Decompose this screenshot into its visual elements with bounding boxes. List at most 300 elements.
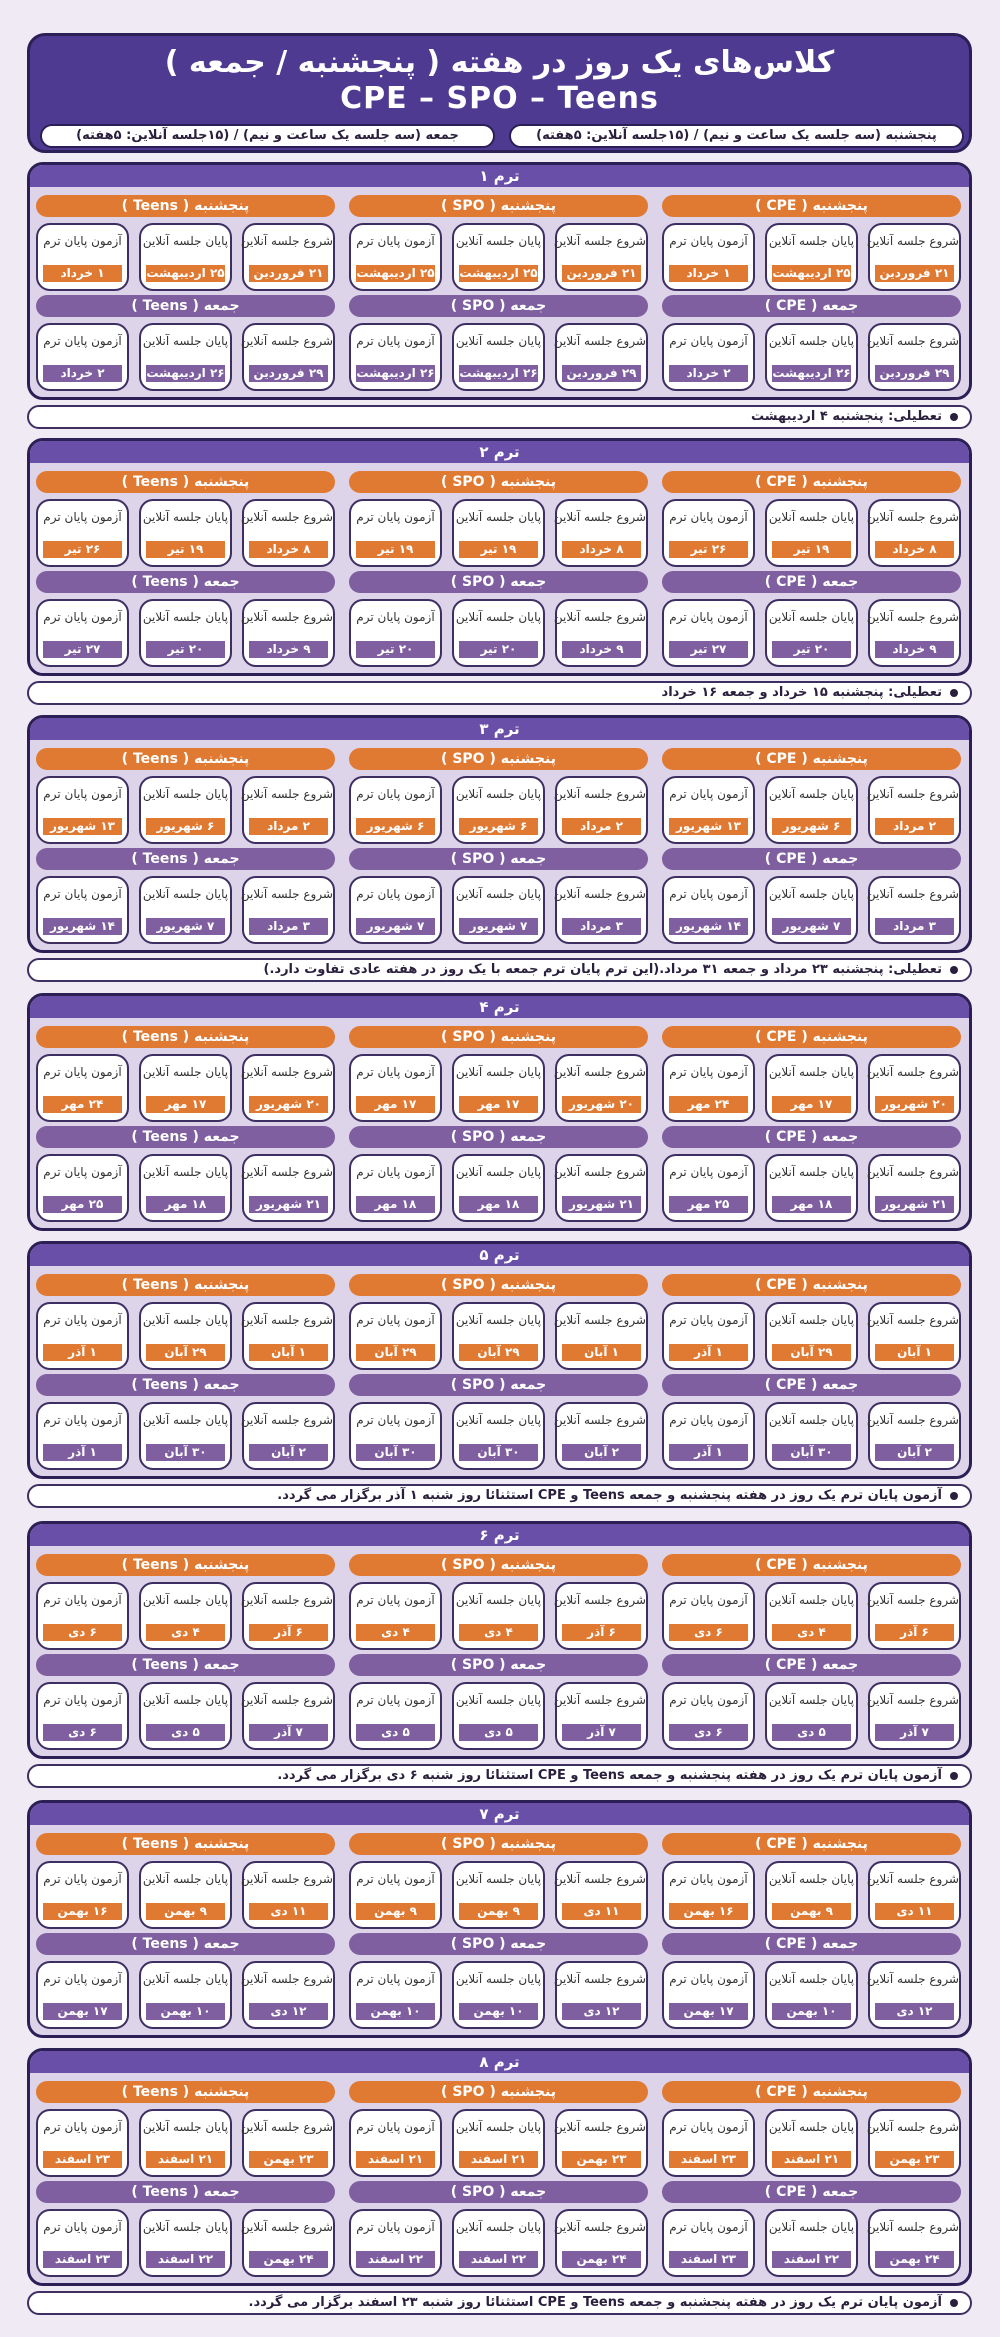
exam-date-card xyxy=(349,499,442,567)
card-label: پایان جلسه آنلاین xyxy=(455,2220,542,2234)
card-date: ۲۵ مهر xyxy=(669,1196,748,1213)
card-date: ۶ دی xyxy=(669,1624,748,1641)
exam-date-card xyxy=(36,1054,129,1122)
friday-cpe-group xyxy=(662,1654,961,1752)
friday-row xyxy=(38,1933,961,2031)
card-label: شروع جلسه آنلاین xyxy=(240,234,333,248)
card-date: ۶ شهریور xyxy=(459,818,538,835)
start-date-card xyxy=(242,776,335,844)
course-label: جمعه ( CPE ) xyxy=(662,295,961,317)
card-date: ۱۶ بهمن xyxy=(669,1903,748,1920)
card-date: ۱۹ تیر xyxy=(146,541,225,558)
course-label: جمعه ( SPO ) xyxy=(349,1933,648,1955)
friday-info-pill: جمعه (سه جلسه یک ساعت و نیم) / (۱۵جلسه آنلاین: ۵هفته) xyxy=(40,124,495,148)
course-label: پنجشنبه ( SPO ) xyxy=(349,2081,648,2103)
card-label: شروع جلسه آنلاین xyxy=(866,1165,959,1179)
card-label: پایان جلسه آنلاین xyxy=(768,234,855,248)
card-date: ۳ مرداد xyxy=(249,918,328,935)
card-label: پایان جلسه آنلاین xyxy=(768,787,855,801)
end-date-card xyxy=(139,499,232,567)
card-date: ۲۰ تیر xyxy=(772,641,851,658)
start-date-card xyxy=(868,1054,961,1122)
card-label: آزمون پایان ترم xyxy=(43,1693,122,1707)
thursday-cpe-group xyxy=(662,1833,961,1931)
exam-date-card xyxy=(662,323,755,391)
thursday-spo-group xyxy=(349,195,648,293)
card-label: پایان جلسه آنلاین xyxy=(142,1165,229,1179)
card-label: پایان جلسه آنلاین xyxy=(768,2220,855,2234)
card-date: ۲۰ تیر xyxy=(356,641,435,658)
course-label: جمعه ( SPO ) xyxy=(349,1126,648,1148)
friday-row xyxy=(38,1126,961,1224)
friday-teens-group xyxy=(36,571,335,669)
card-date: ۹ بهمن xyxy=(356,1903,435,1920)
card-date: ۲۰ شهریور xyxy=(249,1096,328,1113)
card-label: آزمون پایان ترم xyxy=(356,2120,435,2134)
thursday-row xyxy=(38,1026,961,1124)
card-date: ۲۱ شهریور xyxy=(562,1196,641,1213)
card-label: آزمون پایان ترم xyxy=(356,1413,435,1427)
card-date: ۱۹ تیر xyxy=(459,541,538,558)
thursday-teens-group xyxy=(36,471,335,569)
card-label: شروع جلسه آنلاین xyxy=(240,887,333,901)
card-date: ۳ مرداد xyxy=(875,918,954,935)
card-date: ۲۴ بهمن xyxy=(875,2251,954,2268)
course-label: پنجشنبه ( Teens ) xyxy=(36,1833,335,1855)
card-date: ۷ آذر xyxy=(562,1724,641,1741)
card-label: شروع جلسه آنلاین xyxy=(866,1593,959,1607)
start-date-card xyxy=(242,2109,335,2177)
end-date-card xyxy=(452,323,545,391)
card-date: ۶ آذر xyxy=(875,1624,954,1641)
card-date: ۲۱ اسفند xyxy=(146,2151,225,2168)
end-date-card xyxy=(765,876,858,944)
end-date-card xyxy=(452,2109,545,2177)
end-date-card xyxy=(139,323,232,391)
end-date-card xyxy=(765,223,858,291)
start-date-card xyxy=(555,1154,648,1222)
start-date-card xyxy=(242,1861,335,1929)
friday-row xyxy=(38,571,961,669)
card-date: ۱ آبان xyxy=(875,1344,954,1361)
card-date: ۲ آبان xyxy=(875,1444,954,1461)
card-date: ۷ شهریور xyxy=(146,918,225,935)
card-date: ۲۶ اردیبهشت xyxy=(146,366,225,380)
card-label: شروع جلسه آنلاین xyxy=(240,1065,333,1079)
note-text: آزمون پایان ترم یک روز در هفته پنجشنبه و جمعه Teens و CPE استثنائا روز شنبه ۲۳ اسفند برگزار می گردد. xyxy=(248,2295,942,2310)
start-date-card xyxy=(868,1861,961,1929)
card-date: ۲۷ تیر xyxy=(669,641,748,658)
friday-spo-group xyxy=(349,2181,648,2279)
card-label: شروع جلسه آنلاین xyxy=(553,1313,646,1327)
card-date: ۱۰ بهمن xyxy=(356,2003,435,2020)
end-date-card xyxy=(452,1402,545,1470)
card-label: پایان جلسه آنلاین xyxy=(142,1313,229,1327)
exam-date-card xyxy=(36,1582,129,1650)
course-label: جمعه ( SPO ) xyxy=(349,2181,648,2203)
end-date-card xyxy=(765,499,858,567)
exam-date-card xyxy=(36,1861,129,1929)
friday-row xyxy=(38,295,961,393)
end-date-card xyxy=(765,323,858,391)
thursday-teens-group xyxy=(36,2081,335,2179)
exam-date-card xyxy=(662,599,755,667)
end-date-card xyxy=(452,876,545,944)
card-date: ۱ آذر xyxy=(669,1444,748,1461)
thursday-cpe-group xyxy=(662,195,961,293)
start-date-card xyxy=(555,1682,648,1750)
end-date-card xyxy=(139,776,232,844)
term-title: ترم ۴ xyxy=(30,996,969,1018)
end-date-card xyxy=(139,1154,232,1222)
card-date: ۷ شهریور xyxy=(459,918,538,935)
card-label: شروع جلسه آنلاین xyxy=(553,1065,646,1079)
end-date-card xyxy=(452,499,545,567)
card-date: ۹ خرداد xyxy=(875,641,954,658)
card-label: شروع جلسه آنلاین xyxy=(866,887,959,901)
card-label: پایان جلسه آنلاین xyxy=(768,1413,855,1427)
card-label: پایان جلسه آنلاین xyxy=(455,1413,542,1427)
card-label: شروع جلسه آنلاین xyxy=(553,2120,646,2134)
thursday-spo-group xyxy=(349,2081,648,2179)
card-date: ۲۵ مهر xyxy=(43,1196,122,1213)
start-date-card xyxy=(555,599,648,667)
card-label: شروع جلسه آنلاین xyxy=(866,334,959,348)
card-label: پایان جلسه آنلاین xyxy=(768,2120,855,2134)
card-label: پایان جلسه آنلاین xyxy=(142,787,229,801)
card-date: ۳ مرداد xyxy=(562,918,641,935)
start-date-card xyxy=(242,499,335,567)
thursday-teens-group xyxy=(36,195,335,293)
card-label: پایان جلسه آنلاین xyxy=(455,787,542,801)
card-date: ۲۱ اسفند xyxy=(459,2151,538,2168)
card-date: ۶ شهریور xyxy=(772,818,851,835)
exam-date-card xyxy=(36,1682,129,1750)
course-label: جمعه ( Teens ) xyxy=(36,848,335,870)
start-date-card xyxy=(868,1682,961,1750)
exam-date-card xyxy=(349,1682,442,1750)
start-date-card xyxy=(868,1154,961,1222)
card-date: ۱۷ مهر xyxy=(356,1096,435,1113)
card-label: آزمون پایان ترم xyxy=(43,887,122,901)
exam-date-card xyxy=(36,599,129,667)
card-date: ۷ شهریور xyxy=(356,918,435,935)
page-subtitle: CPE – SPO – Teens xyxy=(340,81,659,116)
friday-teens-group xyxy=(36,1126,335,1224)
friday-spo-group xyxy=(349,1374,648,1472)
card-date: ۲۹ آبان xyxy=(356,1344,435,1361)
exam-date-card xyxy=(349,876,442,944)
card-date: ۵ دی xyxy=(146,1724,225,1741)
exam-date-card xyxy=(349,323,442,391)
friday-teens-group xyxy=(36,1374,335,1472)
start-date-card xyxy=(555,1961,648,2029)
card-label: پایان جلسه آنلاین xyxy=(142,1593,229,1607)
card-label: شروع جلسه آنلاین xyxy=(866,2220,959,2234)
course-label: پنجشنبه ( CPE ) xyxy=(662,471,961,493)
card-date: ۲۹ فروردین xyxy=(249,365,328,382)
end-date-card xyxy=(139,1582,232,1650)
start-date-card xyxy=(242,876,335,944)
card-label: آزمون پایان ترم xyxy=(669,1693,748,1707)
card-label: پایان جلسه آنلاین xyxy=(142,1413,229,1427)
card-label: آزمون پایان ترم xyxy=(43,2120,122,2134)
card-label: شروع جلسه آنلاین xyxy=(553,510,646,524)
card-date: ۴ دی xyxy=(356,1624,435,1641)
card-date: ۱۷ مهر xyxy=(459,1096,538,1113)
start-date-card xyxy=(555,1054,648,1122)
course-label: پنجشنبه ( Teens ) xyxy=(36,195,335,217)
card-date: ۲۵ اردیبهشت xyxy=(356,266,435,280)
exam-date-card xyxy=(662,2109,755,2177)
end-date-card xyxy=(139,1961,232,2029)
thursday-spo-group xyxy=(349,1274,648,1372)
end-date-card xyxy=(139,599,232,667)
course-label: پنجشنبه ( SPO ) xyxy=(349,1554,648,1576)
card-date: ۲۰ شهریور xyxy=(562,1096,641,1113)
start-date-card xyxy=(555,499,648,567)
card-date: ۷ شهریور xyxy=(772,918,851,935)
card-date: ۹ بهمن xyxy=(459,1903,538,1920)
thursday-row xyxy=(38,471,961,569)
card-label: شروع جلسه آنلاین xyxy=(240,610,333,624)
card-label: پایان جلسه آنلاین xyxy=(142,334,229,348)
friday-cpe-group xyxy=(662,848,961,946)
exam-date-card xyxy=(36,776,129,844)
exam-date-card xyxy=(36,223,129,291)
start-date-card xyxy=(868,776,961,844)
card-date: ۲۹ آبان xyxy=(146,1344,225,1361)
course-label: جمعه ( Teens ) xyxy=(36,2181,335,2203)
card-date: ۱ خرداد xyxy=(669,265,748,282)
card-label: شروع جلسه آنلاین xyxy=(866,1972,959,1986)
card-label: آزمون پایان ترم xyxy=(669,510,748,524)
thursday-cpe-group xyxy=(662,748,961,846)
card-label: شروع جلسه آنلاین xyxy=(240,787,333,801)
card-date: ۲۲ اسفند xyxy=(459,2251,538,2268)
friday-teens-group xyxy=(36,848,335,946)
start-date-card xyxy=(242,223,335,291)
card-label: آزمون پایان ترم xyxy=(669,1872,748,1886)
card-date: ۲۳ بهمن xyxy=(249,2151,328,2168)
card-label: پایان جلسه آنلاین xyxy=(142,887,229,901)
card-label: پایان جلسه آنلاین xyxy=(768,1313,855,1327)
card-label: پایان جلسه آنلاین xyxy=(768,1693,855,1707)
term-section xyxy=(27,715,972,953)
end-date-card xyxy=(139,2209,232,2277)
course-label: پنجشنبه ( CPE ) xyxy=(662,1026,961,1048)
thursday-spo-group xyxy=(349,1026,648,1124)
card-label: شروع جلسه آنلاین xyxy=(553,1413,646,1427)
card-date: ۱۰ بهمن xyxy=(146,2003,225,2020)
card-date: ۲۵ اردیبهشت xyxy=(459,266,538,280)
card-label: پایان جلسه آنلاین xyxy=(455,610,542,624)
card-date: ۳۰ آبان xyxy=(772,1444,851,1461)
term-section xyxy=(27,438,972,676)
card-date: ۲۲ اسفند xyxy=(356,2251,435,2268)
exam-date-card xyxy=(349,1961,442,2029)
card-date: ۲۰ تیر xyxy=(459,641,538,658)
start-date-card xyxy=(242,323,335,391)
card-label: آزمون پایان ترم xyxy=(43,334,122,348)
bullet-icon xyxy=(950,413,958,421)
card-date: ۳۰ آبان xyxy=(356,1444,435,1461)
start-date-card xyxy=(868,2209,961,2277)
card-label: آزمون پایان ترم xyxy=(356,1693,435,1707)
card-date: ۷ آذر xyxy=(875,1724,954,1741)
card-date: ۸ خرداد xyxy=(562,541,641,558)
card-date: ۶ دی xyxy=(43,1624,122,1641)
card-label: پایان جلسه آنلاین xyxy=(455,1872,542,1886)
card-label: پایان جلسه آنلاین xyxy=(142,1065,229,1079)
thursday-teens-group xyxy=(36,1554,335,1652)
card-date: ۶ دی xyxy=(43,1724,122,1741)
card-label: آزمون پایان ترم xyxy=(669,787,748,801)
start-date-card xyxy=(242,1054,335,1122)
card-label: شروع جلسه آنلاین xyxy=(553,1693,646,1707)
term-title: ترم ۳ xyxy=(30,718,969,740)
card-date: ۱۸ مهر xyxy=(459,1196,538,1213)
end-date-card xyxy=(765,1861,858,1929)
card-label: شروع جلسه آنلاین xyxy=(553,2220,646,2234)
start-date-card xyxy=(868,499,961,567)
end-date-card xyxy=(139,876,232,944)
exam-date-card xyxy=(349,1861,442,1929)
card-label: آزمون پایان ترم xyxy=(43,787,122,801)
card-label: شروع جلسه آنلاین xyxy=(866,1872,959,1886)
thursday-teens-group xyxy=(36,748,335,846)
card-label: آزمون پایان ترم xyxy=(356,1972,435,1986)
term-section xyxy=(27,1241,972,1479)
card-label: آزمون پایان ترم xyxy=(356,2220,435,2234)
card-label: شروع جلسه آنلاین xyxy=(240,2220,333,2234)
card-label: پایان جلسه آنلاین xyxy=(142,234,229,248)
card-date: ۱۷ بهمن xyxy=(669,2003,748,2020)
note-text: تعطیلی: پنجشنبه ۴ اردیبهشت xyxy=(750,409,942,424)
start-date-card xyxy=(242,1582,335,1650)
end-date-card xyxy=(139,223,232,291)
card-date: ۲۹ فروردین xyxy=(562,365,641,382)
card-label: آزمون پایان ترم xyxy=(669,1165,748,1179)
card-date: ۲۶ اردیبهشت xyxy=(459,366,538,380)
card-label: شروع جلسه آنلاین xyxy=(240,1593,333,1607)
end-date-card xyxy=(765,1154,858,1222)
card-label: پایان جلسه آنلاین xyxy=(455,1693,542,1707)
card-label: شروع جلسه آنلاین xyxy=(240,1972,333,1986)
course-label: جمعه ( SPO ) xyxy=(349,295,648,317)
start-date-card xyxy=(555,2109,648,2177)
course-label: پنجشنبه ( Teens ) xyxy=(36,1554,335,1576)
card-date: ۲۱ اسفند xyxy=(356,2151,435,2168)
card-date: ۱۷ مهر xyxy=(772,1096,851,1113)
term-section xyxy=(27,162,972,400)
card-label: شروع جلسه آنلاین xyxy=(866,787,959,801)
start-date-card xyxy=(555,223,648,291)
card-label: پایان جلسه آنلاین xyxy=(768,610,855,624)
term-title: ترم ۸ xyxy=(30,2051,969,2073)
card-label: شروع جلسه آنلاین xyxy=(553,1165,646,1179)
card-date: ۲۰ شهریور xyxy=(875,1096,954,1113)
exam-date-card xyxy=(662,1861,755,1929)
card-label: آزمون پایان ترم xyxy=(43,1872,122,1886)
course-label: جمعه ( CPE ) xyxy=(662,1933,961,1955)
card-label: پایان جلسه آنلاین xyxy=(768,1065,855,1079)
card-date: ۵ دی xyxy=(459,1724,538,1741)
end-date-card xyxy=(765,1582,858,1650)
term-title: ترم ۶ xyxy=(30,1524,969,1546)
card-label: آزمون پایان ترم xyxy=(43,1593,122,1607)
course-label: جمعه ( SPO ) xyxy=(349,1654,648,1676)
card-date: ۲ خرداد xyxy=(43,365,122,382)
card-date: ۶ دی xyxy=(669,1724,748,1741)
card-date: ۸ خرداد xyxy=(249,541,328,558)
exam-date-card xyxy=(662,876,755,944)
card-date: ۲۱ شهریور xyxy=(249,1196,328,1213)
term-note xyxy=(27,1484,972,1508)
card-date: ۲۱ شهریور xyxy=(875,1196,954,1213)
exam-date-card xyxy=(349,2109,442,2177)
exam-date-card xyxy=(662,1302,755,1370)
exam-date-card xyxy=(36,2109,129,2177)
course-label: پنجشنبه ( CPE ) xyxy=(662,1554,961,1576)
end-date-card xyxy=(452,1961,545,2029)
end-date-card xyxy=(765,1961,858,2029)
card-date: ۲ مرداد xyxy=(249,818,328,835)
end-date-card xyxy=(452,1154,545,1222)
term-note xyxy=(27,681,972,705)
card-date: ۵ دی xyxy=(356,1724,435,1741)
thursday-teens-group xyxy=(36,1026,335,1124)
card-label: پایان جلسه آنلاین xyxy=(142,510,229,524)
card-date: ۲۹ فروردین xyxy=(875,365,954,382)
card-label: آزمون پایان ترم xyxy=(669,1065,748,1079)
term-section xyxy=(27,993,972,1231)
card-label: شروع جلسه آنلاین xyxy=(240,334,333,348)
friday-cpe-group xyxy=(662,295,961,393)
card-date: ۱۶ بهمن xyxy=(43,1903,122,1920)
card-label: آزمون پایان ترم xyxy=(669,1313,748,1327)
card-label: شروع جلسه آنلاین xyxy=(866,1693,959,1707)
course-label: جمعه ( SPO ) xyxy=(349,571,648,593)
exam-date-card xyxy=(662,2209,755,2277)
exam-date-card xyxy=(349,2209,442,2277)
card-label: آزمون پایان ترم xyxy=(43,1972,122,1986)
exam-date-card xyxy=(662,223,755,291)
card-date: ۶ آذر xyxy=(249,1624,328,1641)
card-date: ۴ دی xyxy=(772,1624,851,1641)
card-label: پایان جلسه آنلاین xyxy=(142,1972,229,1986)
card-date: ۱۴ شهریور xyxy=(43,918,122,935)
end-date-card xyxy=(765,599,858,667)
exam-date-card xyxy=(662,1961,755,2029)
thursday-teens-group xyxy=(36,1833,335,1931)
course-label: پنجشنبه ( Teens ) xyxy=(36,471,335,493)
end-date-card xyxy=(452,599,545,667)
card-date: ۶ آذر xyxy=(562,1624,641,1641)
card-date: ۲ مرداد xyxy=(562,818,641,835)
exam-date-card xyxy=(36,1302,129,1370)
course-label: پنجشنبه ( Teens ) xyxy=(36,1026,335,1048)
card-date: ۱۳ شهریور xyxy=(669,818,748,835)
course-label: پنجشنبه ( CPE ) xyxy=(662,748,961,770)
end-date-card xyxy=(765,1054,858,1122)
card-date: ۱۷ مهر xyxy=(146,1096,225,1113)
card-date: ۱۲ دی xyxy=(249,2003,328,2020)
card-label: شروع جلسه آنلاین xyxy=(553,1972,646,1986)
card-date: ۱۸ مهر xyxy=(146,1196,225,1213)
card-label: پایان جلسه آنلاین xyxy=(455,1593,542,1607)
friday-spo-group xyxy=(349,1126,648,1224)
